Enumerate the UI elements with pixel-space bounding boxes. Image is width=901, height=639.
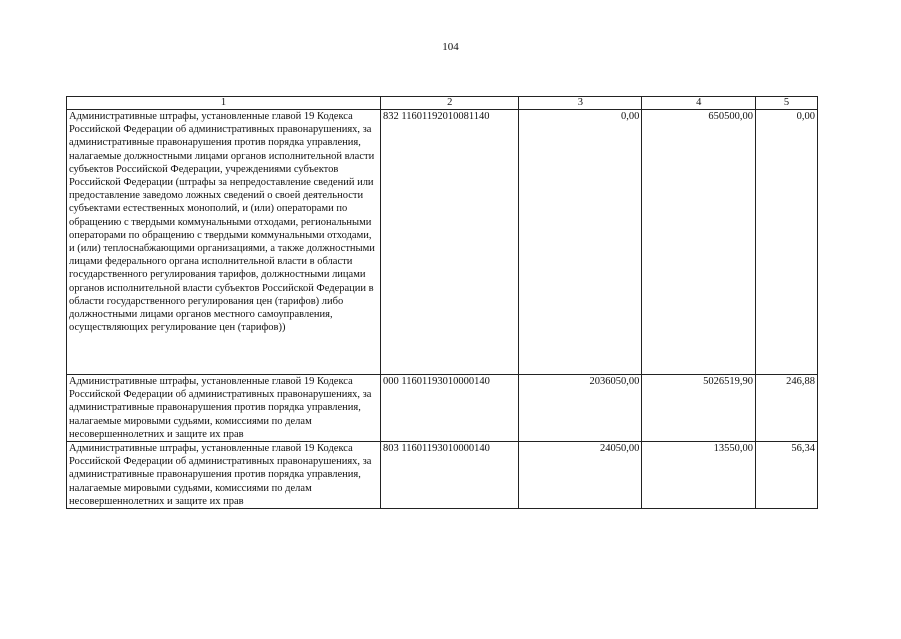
column-header-2: 2 bbox=[381, 97, 519, 110]
table-row bbox=[67, 442, 818, 509]
column-header-1: 1 bbox=[67, 97, 381, 110]
row-value-col3: 24050,00 bbox=[519, 442, 642, 509]
row-budget-code: 000 11601193010000140 bbox=[381, 375, 519, 442]
row-budget-code: 803 11601193010000140 bbox=[381, 442, 519, 509]
column-header-5: 5 bbox=[756, 97, 818, 110]
row-value-col3: 0,00 bbox=[519, 110, 642, 375]
row-description: Административные штрафы, установленные главой 19 Кодекса Российской Федерации об административных правонарушениях, за административные правонарушения против порядка управления, налагаемые мировыми судьями, комиссиями по делам несовершеннолетних и защите их прав bbox=[67, 442, 381, 509]
row-description: Административные штрафы, установленные главой 19 Кодекса Российской Федерации об административных правонарушениях, за административные правонарушения против порядка управления, налагаемые должностными лицами органов исполнительной власти субъектов Российской Федерации, учреждениями субъектов Российской Федерации (штрафы за непредоставление сведений или предоставление заведомо ложных сведений о своей деятельности субъектами естественных монополий, и (или) операторами по обращению с твердыми коммунальными отходами, региональными операторами по обращению с твердыми коммунальными отходами, и (или) теплоснабжающими организациями, а также должностными лицами федерального органа исполнительной власти в области государственного регулирования тарифов, должностными лицами органов исполнительной власти субъектов Российской Федерации в области государственного регулирования цен (тарифов) либо должностными лицами органов местного самоуправления, осуществляющих регулирование цен (тарифов)) bbox=[67, 110, 381, 375]
table-row bbox=[67, 110, 818, 375]
column-header-4: 4 bbox=[642, 97, 756, 110]
row-value-col4: 13550,00 bbox=[642, 442, 756, 509]
row-value-col4: 5026519,90 bbox=[642, 375, 756, 442]
row-value-col4: 650500,00 bbox=[642, 110, 756, 375]
row-description: Административные штрафы, установленные главой 19 Кодекса Российской Федерации об административных правонарушениях, за административные правонарушения против порядка управления, налагаемые мировыми судьями, комиссиями по делам несовершеннолетних и защите их прав bbox=[67, 375, 381, 442]
row-budget-code: 832 11601192010081140 bbox=[381, 110, 519, 375]
page-number: 104 bbox=[442, 41, 459, 53]
budget-table bbox=[66, 96, 818, 509]
row-value-col5: 246,88 bbox=[756, 375, 818, 442]
table-row bbox=[67, 375, 818, 442]
row-value-col3: 2036050,00 bbox=[519, 375, 642, 442]
column-header-3: 3 bbox=[519, 97, 642, 110]
row-value-col5: 56,34 bbox=[756, 442, 818, 509]
row-value-col5: 0,00 bbox=[756, 110, 818, 375]
header-row bbox=[67, 97, 818, 110]
